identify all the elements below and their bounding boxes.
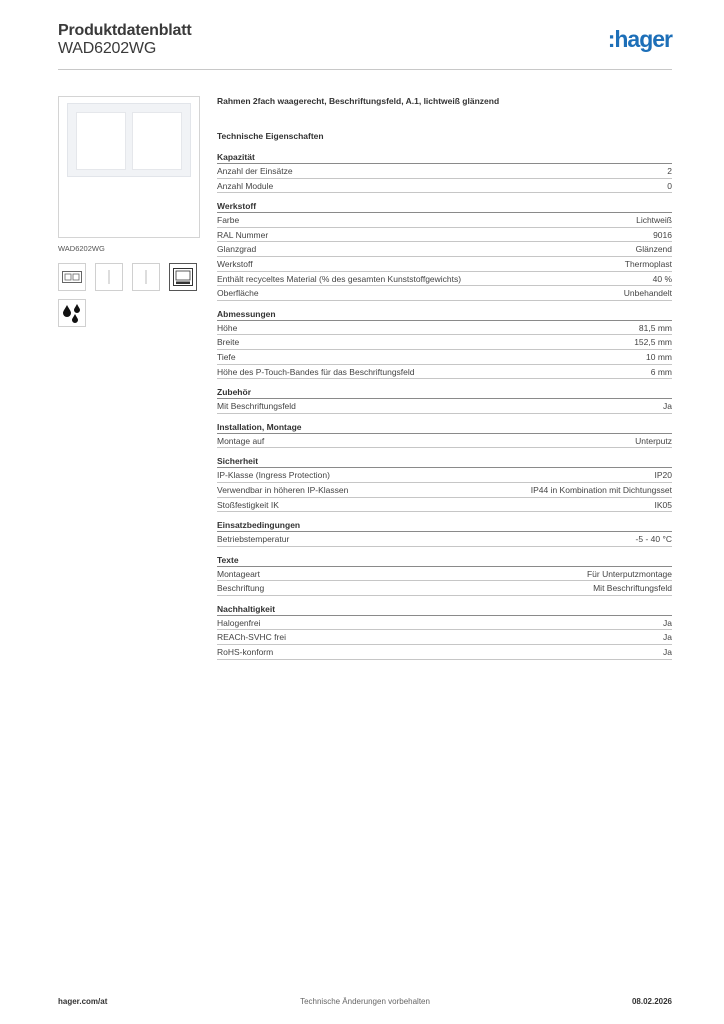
- spec-label: RAL Nummer: [217, 229, 269, 240]
- spec-section-title: Zubehör: [217, 385, 672, 399]
- spec-value: 40 %: [652, 273, 672, 284]
- spec-value: Thermoplast: [624, 258, 672, 269]
- product-thumbnails: [58, 263, 200, 291]
- spec-label: Höhe des P-Touch-Bandes für das Beschriftungsfeld: [217, 366, 415, 377]
- spec-section-title: Einsatzbedingungen: [217, 518, 672, 532]
- spec-value: 81,5 mm: [638, 322, 672, 333]
- frame-single-icon[interactable]: [95, 263, 123, 291]
- spec-section-title: Texte: [217, 553, 672, 567]
- spec-value: Unterputz: [635, 435, 672, 446]
- product-media-column: [58, 96, 200, 327]
- spec-section-title: Installation, Montage: [217, 420, 672, 434]
- spec-value: Für Unterputzmontage: [586, 568, 672, 579]
- spec-label: Halogenfrei: [217, 617, 261, 628]
- frame-window-right: [132, 112, 182, 170]
- spec-value: Ja: [663, 401, 672, 412]
- document-title: Produktdatenblatt: [58, 22, 192, 39]
- spec-section: [217, 454, 672, 512]
- spec-row: [217, 630, 672, 645]
- frame-single-icon[interactable]: [132, 263, 160, 291]
- document-footer: [58, 997, 672, 1009]
- spec-row: [217, 164, 672, 179]
- spec-section-title: Sicherheit: [217, 454, 672, 468]
- spec-value: Ja: [663, 632, 672, 643]
- spec-row: [217, 434, 672, 449]
- spec-row: [217, 483, 672, 498]
- spec-section: [217, 199, 672, 301]
- spec-value: Glänzend: [635, 244, 672, 255]
- spec-section: [217, 385, 672, 414]
- frame-window-left: [76, 112, 126, 170]
- spec-label: Stoßfestigkeit IK: [217, 499, 279, 510]
- spec-row: [217, 365, 672, 380]
- spec-label: Oberfläche: [217, 288, 259, 299]
- spec-value: Ja: [663, 647, 672, 658]
- spec-row: [217, 228, 672, 243]
- document-header: [58, 22, 672, 70]
- spec-label: Enthält recyceltes Material (% des gesamten Kunststoffgewichts): [217, 273, 462, 284]
- product-description: Rahmen 2fach waagerecht, Beschriftungsfeld, A.1, lichtweiß glänzend: [217, 96, 500, 106]
- spec-value: 6 mm: [650, 366, 672, 377]
- spec-row: [217, 567, 672, 582]
- spec-label: Breite: [217, 337, 240, 348]
- spec-label: REACh-SVHC frei: [217, 632, 286, 643]
- spec-value: -5 - 40 °C: [635, 534, 672, 545]
- specification-sections: [217, 150, 672, 660]
- spec-value: 10 mm: [646, 351, 672, 362]
- spec-label: Montage auf: [217, 435, 265, 446]
- spec-label: Glanzgrad: [217, 244, 257, 255]
- spec-section-title: Abmessungen: [217, 307, 672, 321]
- spec-row: [217, 272, 672, 287]
- spec-section: [217, 553, 672, 596]
- spec-value: 0: [667, 180, 672, 191]
- spec-row: [217, 399, 672, 414]
- spec-row: [217, 616, 672, 631]
- spec-row: [217, 242, 672, 257]
- spec-label: Beschriftung: [217, 583, 265, 594]
- spec-value: Lichtweiß: [636, 215, 672, 226]
- spec-section: [217, 602, 672, 660]
- spec-label: Anzahl Module: [217, 180, 274, 191]
- spec-section-title: Kapazität: [217, 150, 672, 164]
- spec-label: Montageart: [217, 568, 260, 579]
- frame-2fold-icon[interactable]: [58, 263, 86, 291]
- spec-value: IP44 in Kombination mit Dichtungsset: [530, 484, 672, 495]
- spec-value: Ja: [663, 617, 672, 628]
- spec-label: Farbe: [217, 215, 240, 226]
- spec-label: Höhe: [217, 322, 238, 333]
- spec-row: [217, 645, 672, 660]
- spec-value: 152,5 mm: [634, 337, 672, 348]
- spec-section-title: Nachhaltigkeit: [217, 602, 672, 616]
- product-code-caption: WAD6202WG: [58, 244, 105, 253]
- footer-disclaimer: Technische Änderungen vorbehalten: [300, 997, 430, 1006]
- spec-row: [217, 581, 672, 596]
- spec-label: Verwendbar in höheren IP-Klassen: [217, 484, 349, 495]
- product-image: [58, 96, 200, 238]
- spec-section: [217, 150, 672, 193]
- spec-value: IK05: [654, 499, 672, 510]
- spec-section: [217, 420, 672, 449]
- water-drops-icon: [58, 299, 86, 327]
- technical-properties-heading: Technische Eigenschaften: [217, 131, 324, 141]
- spec-label: Mit Beschriftungsfeld: [217, 401, 296, 412]
- spec-row: [217, 179, 672, 194]
- technical-data-column: [217, 96, 672, 666]
- spec-row: [217, 468, 672, 483]
- spec-value: Unbehandelt: [623, 288, 672, 299]
- spec-label: Betriebstemperatur: [217, 534, 290, 545]
- spec-label: Werkstoff: [217, 258, 253, 269]
- frame-label-field-icon[interactable]: [169, 263, 197, 291]
- spec-section: [217, 518, 672, 547]
- spec-value: 9016: [653, 229, 672, 240]
- spec-row: [217, 532, 672, 547]
- spec-value: IP20: [654, 470, 672, 481]
- spec-label: Tiefe: [217, 351, 236, 362]
- spec-row: [217, 350, 672, 365]
- hager-logo: :hager: [607, 26, 672, 52]
- spec-row: [217, 257, 672, 272]
- footer-website[interactable]: hager.com/at: [58, 997, 108, 1006]
- spec-label: IP-Klasse (Ingress Protection): [217, 470, 330, 481]
- spec-section: [217, 307, 672, 379]
- spec-row: [217, 335, 672, 350]
- spec-value: 2: [667, 166, 672, 176]
- spec-label: RoHS-konform: [217, 647, 274, 658]
- spec-row: [217, 213, 672, 228]
- spec-row: [217, 321, 672, 336]
- spec-value: Mit Beschriftungsfeld: [593, 583, 672, 594]
- spec-label: Anzahl der Einsätze: [217, 166, 293, 176]
- frame-illustration: [67, 103, 191, 177]
- spec-row: [217, 498, 672, 513]
- footer-date: 08.02.2026: [631, 997, 672, 1006]
- spec-row: [217, 286, 672, 301]
- spec-section-title: Werkstoff: [217, 199, 672, 213]
- document-subtitle: WAD6202WG: [58, 40, 157, 57]
